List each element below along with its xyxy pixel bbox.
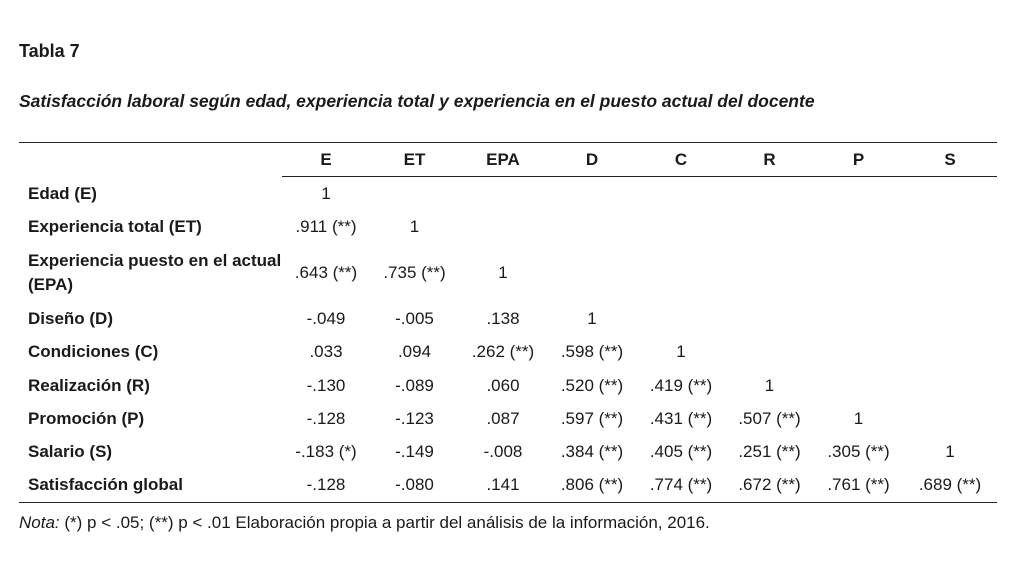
row-label: Edad (E) xyxy=(28,183,97,203)
table-cell xyxy=(903,369,997,403)
table-cell: 1 xyxy=(498,263,508,282)
note-text: (*) p < .05; (**) p < .01 Elaboración propia a partir del análisis de la información, 2016. xyxy=(59,513,710,532)
table-cell xyxy=(903,403,997,436)
table-cell xyxy=(903,211,997,244)
table-cell: .087 xyxy=(486,409,520,428)
table-cell: 1 xyxy=(676,342,686,361)
table-cell xyxy=(814,244,903,303)
table-cell xyxy=(637,177,725,211)
row-label: Promoción (P) xyxy=(28,409,145,428)
table-cell: .597 (**) xyxy=(560,409,624,428)
table-cell xyxy=(459,177,547,211)
table-cell: -.149 xyxy=(395,442,434,461)
table-cell: .520 (**) xyxy=(560,375,624,395)
table-cell xyxy=(903,244,997,303)
note-prefix: Nota: xyxy=(19,513,60,532)
table-cell: -.130 xyxy=(306,375,346,395)
row-label: Experiencia total (ET) xyxy=(28,217,202,236)
table-cell xyxy=(637,211,725,244)
table-cell: .672 (**) xyxy=(725,469,814,503)
column-header: E xyxy=(282,143,370,177)
row-label: Experiencia puesto en el actual (EPA) xyxy=(28,251,282,294)
table-cell xyxy=(637,244,725,303)
table-cell: -.128 xyxy=(306,409,346,428)
column-header: R xyxy=(725,143,814,177)
table-cell xyxy=(547,244,637,303)
table-cell: 1 xyxy=(321,183,331,203)
table-row xyxy=(19,403,997,436)
table-cell: -.080 xyxy=(370,469,459,503)
table-cell: .598 (**) xyxy=(560,342,624,361)
header-blank-cell xyxy=(19,143,282,177)
table-cell xyxy=(637,303,725,336)
table-row xyxy=(19,211,997,244)
table-cell: .384 (**) xyxy=(560,442,624,461)
table-cell: -.008 xyxy=(483,442,523,461)
table-cell: 1 xyxy=(587,309,597,328)
table-cell: .094 xyxy=(397,342,432,361)
table-row xyxy=(19,369,997,403)
table-cell: 1 xyxy=(853,409,864,428)
table-cell xyxy=(814,369,903,403)
column-header: C xyxy=(637,143,725,177)
table-row xyxy=(19,303,997,336)
column-header: ET xyxy=(370,143,459,177)
table-cell: .735 (**) xyxy=(383,263,446,282)
table-cell: .060 xyxy=(486,375,520,395)
table-cell: .911 (**) xyxy=(295,217,357,236)
column-header: S xyxy=(903,143,997,177)
table-note xyxy=(19,513,710,533)
table-cell: .033 xyxy=(309,342,343,361)
table-cell xyxy=(725,303,814,336)
table-cell: 1 xyxy=(945,442,955,461)
table-cell xyxy=(459,211,547,244)
row-label: Diseño (D) xyxy=(28,309,113,328)
table-cell: -.123 xyxy=(395,409,434,428)
table-cell: .251 (**) xyxy=(738,442,801,461)
table-cell: .431 (**) xyxy=(649,409,713,428)
table-cell: 1 xyxy=(764,375,775,395)
correlation-table xyxy=(19,142,997,503)
table-row xyxy=(19,469,997,503)
table-cell xyxy=(814,303,903,336)
table-cell xyxy=(903,303,997,336)
table-cell: .405 (**) xyxy=(649,442,713,461)
column-header: EPA xyxy=(459,143,547,177)
table-cell xyxy=(725,336,814,369)
table-title: Satisfacción laboral según edad, experiencia total y experiencia en el puesto actual del docente xyxy=(19,91,815,111)
table-cell xyxy=(547,211,637,244)
table-label: Tabla 7 xyxy=(19,41,80,61)
table-cell: -.128 xyxy=(282,469,370,503)
header-row xyxy=(19,143,997,177)
table-cell: .507 (**) xyxy=(738,409,801,428)
table-cell: .774 (**) xyxy=(637,469,725,503)
table-cell: .138 xyxy=(486,309,520,328)
table-cell xyxy=(725,177,814,211)
row-label: Realización (R) xyxy=(28,375,150,395)
table-cell: .262 (**) xyxy=(471,342,535,361)
table-cell: .419 (**) xyxy=(649,375,713,395)
table-row xyxy=(19,436,997,469)
table-cell: .141 xyxy=(459,469,547,503)
table-cell: -.049 xyxy=(306,309,346,328)
table-cell xyxy=(903,336,997,369)
table-cell: .305 (**) xyxy=(827,442,890,461)
table-cell: -.183 (*) xyxy=(295,442,357,461)
table-cell: .689 (**) xyxy=(903,469,997,503)
table-cell xyxy=(814,336,903,369)
table-cell: .806 (**) xyxy=(547,469,637,503)
table-cell xyxy=(370,177,459,211)
row-label: Condiciones (C) xyxy=(28,342,159,361)
table-cell: .643 (**) xyxy=(294,263,358,282)
column-header: P xyxy=(814,143,903,177)
table-cell: 1 xyxy=(409,217,420,236)
row-label: Salario (S) xyxy=(28,442,113,461)
table-cell xyxy=(903,177,997,211)
table-row xyxy=(19,336,997,369)
table-cell xyxy=(547,177,637,211)
table-cell xyxy=(725,244,814,303)
table-cell xyxy=(814,211,903,244)
column-header: D xyxy=(547,143,637,177)
table-cell: -.005 xyxy=(395,309,434,328)
table-cell xyxy=(814,177,903,211)
table-row xyxy=(19,244,997,303)
table-cell: .761 (**) xyxy=(814,469,903,503)
table-cell: -.089 xyxy=(395,375,434,395)
row-label: Satisfacción global xyxy=(19,469,282,503)
table-cell xyxy=(725,211,814,244)
table-row xyxy=(19,177,997,211)
